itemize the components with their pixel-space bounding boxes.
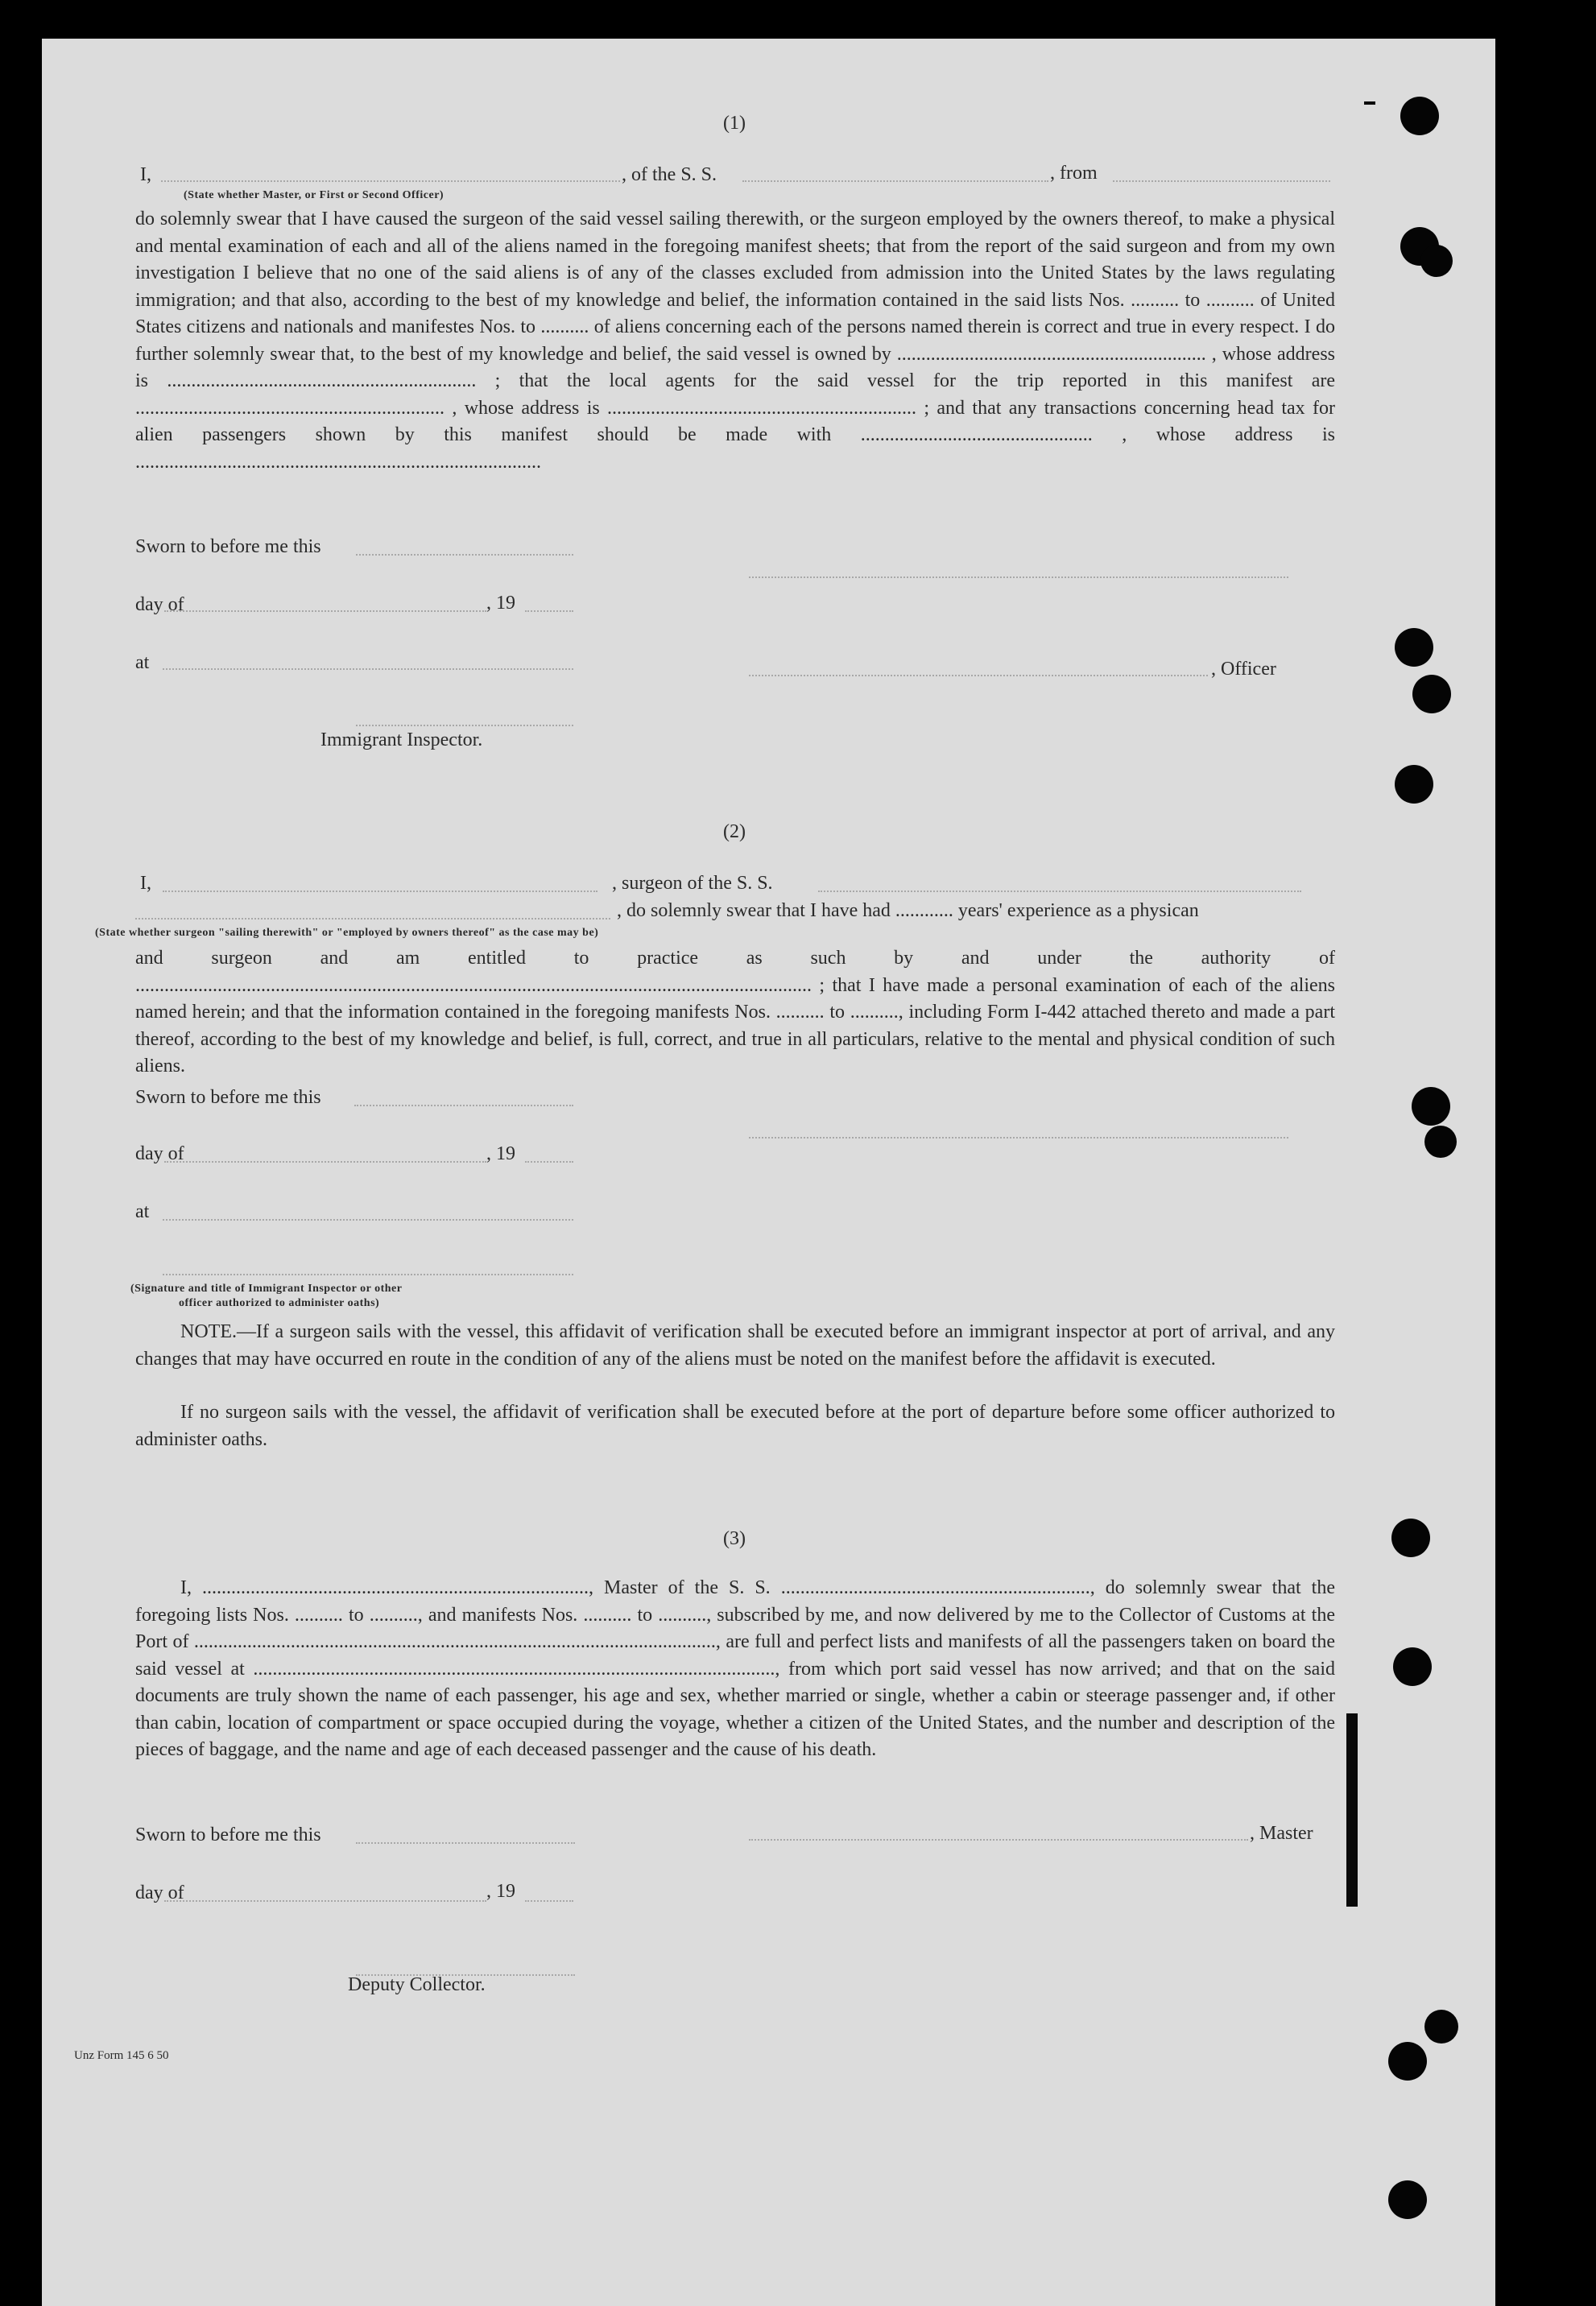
punch-hole xyxy=(1393,1647,1432,1686)
s2-at-label: at xyxy=(135,1201,150,1222)
s2-year-label: , 19 xyxy=(486,1143,515,1164)
s1-officer-label: , Officer xyxy=(1211,659,1276,680)
s3-sworn-label: Sworn to before me this xyxy=(135,1825,321,1845)
s1-day-field xyxy=(164,610,486,612)
punch-hole xyxy=(1388,2042,1427,2081)
s2-note-para-2 xyxy=(135,1399,1335,1453)
punch-hole xyxy=(1424,2010,1458,2044)
punch-hole xyxy=(1424,1126,1457,1158)
s2-surgeon-signature-line xyxy=(749,1137,1288,1139)
punch-hole xyxy=(1395,765,1433,804)
s3-deputy-label: Deputy Collector. xyxy=(348,1974,486,1995)
s3-year-field xyxy=(525,1900,573,1902)
s3-day-of-label: day of xyxy=(135,1882,184,1903)
s3-oath-body: I, ................................................................................, Master of the S. S. ................................................................, do solemnly swear that the foregoing lists Nos. .......... to .........., and manifests Nos. .......... to .........., subscribed by me, and now delivered by me to the Collector of Customs at the Port of ............................................................................................................, are full and perfect lists and manifests of all the passengers taken on board the said vessel at ............................................................................................................, from which port said vessel has now arrived; and that on the said documents are truly shown the name of each passenger, his age and sex, whether married or single, whether a cabin or steerage passenger and, if other than cabin, location of compartment or space occupied during the voyage, whether a citizen of the United States, and the number and description of the pieces of baggage, and the name and age of each deceased passenger and the cause of his death. xyxy=(135,1577,1335,1760)
s1-at-field xyxy=(163,668,573,670)
manifest-affidavit-page xyxy=(42,39,1495,2306)
punch-hole xyxy=(1395,628,1433,667)
s2-note-para-1-text: NOTE.—If a surgeon sails with the vessel, this affidavit of verification shall be executed before an immigrant inspector at port of arrival, and any changes that may have occurred en route in the condition of any of the aliens must be noted on the manifest before the affidavit is executed. xyxy=(135,1321,1335,1370)
punch-hole xyxy=(1388,2180,1427,2219)
s2-vessel-field xyxy=(818,891,1301,892)
s2-oath-body: and surgeon and am entitled to practice as such by and under the authority of ............................................................................................................................................ ; that I have made a personal examination of each of the aliens named herein; and that the information contained in the foregoing manifests Nos. .......... to .........., including Form I-442 attached thereto and made a part thereof, according to the best of my knowledge and belief, is full, correct, and true in all particulars, relative to the mental and physical condition of such aliens. xyxy=(135,948,1335,1077)
punch-hole xyxy=(1420,245,1453,277)
s2-name-field xyxy=(163,891,597,892)
s2-note-para-1 xyxy=(135,1319,1335,1373)
s1-inspector-label: Immigrant Inspector. xyxy=(320,729,483,750)
s1-sworn-label: Sworn to before me this xyxy=(135,536,321,557)
s2-at-field xyxy=(163,1219,573,1221)
s2-sworn-field xyxy=(354,1105,573,1106)
s1-day-of-label: day of xyxy=(135,594,184,615)
s1-of-ss-label: , of the S. S. xyxy=(622,164,717,185)
s2-surgeon-label: , surgeon of the S. S. xyxy=(612,873,773,894)
s2-experience-line: , do solemnly swear that I have had ............ years' experience as a physican xyxy=(617,900,1199,921)
s2-note-para-2-text: If no surgeon sails with the vessel, the affidavit of verification shall be executed before at the port of departure before some officer authorized to administer oaths. xyxy=(135,1402,1335,1450)
s2-sworn-label: Sworn to before me this xyxy=(135,1087,321,1108)
s2-year-field xyxy=(525,1161,573,1163)
s3-master-label: , Master xyxy=(1250,1823,1313,1844)
s2-day-of-label: day of xyxy=(135,1143,184,1164)
section-2-number: (2) xyxy=(723,821,746,842)
s3-year-label: , 19 xyxy=(486,1881,515,1902)
s1-officer-field xyxy=(749,675,1208,676)
s3-master-signature-line xyxy=(749,1839,1248,1841)
s2-signature-note-1: (Signature and title of Immigrant Inspector or other xyxy=(130,1283,403,1295)
s2-day-field xyxy=(164,1161,486,1163)
punch-hole xyxy=(1412,1087,1450,1126)
s3-day-field xyxy=(164,1900,486,1902)
punch-hole xyxy=(1391,1519,1430,1557)
s1-rank-note: (State whether Master, or First or Second Officer) xyxy=(184,189,444,201)
s1-inspector-line xyxy=(356,725,573,726)
punch-hole xyxy=(1412,675,1451,713)
s2-signature-note-2: officer authorized to administer oaths) xyxy=(179,1297,380,1309)
s2-inspector-line xyxy=(163,1274,573,1275)
s1-vessel-field xyxy=(742,180,1048,182)
s1-from-field xyxy=(1113,180,1330,182)
s1-sworn-field xyxy=(356,554,573,556)
s2-surgeon-type-note: (State whether surgeon "sailing therewith" or "employed by owners thereof" as the case may be) xyxy=(95,927,599,939)
margin-mark xyxy=(1364,101,1375,105)
s2-i-label: I, xyxy=(140,873,151,894)
s1-officer-signature-line xyxy=(749,576,1288,578)
form-number: Unz Form 145 6 50 xyxy=(74,2049,169,2062)
s1-from-label: , from xyxy=(1050,163,1098,184)
s1-at-label: at xyxy=(135,652,150,673)
s1-i-label: I, xyxy=(140,164,151,185)
punch-hole xyxy=(1400,97,1439,135)
binding-strip xyxy=(1346,1713,1358,1907)
s2-surgeon-type-field xyxy=(135,918,610,920)
s1-oath-body: do solemnly swear that I have caused the surgeon of the said vessel sailing therewith, or the surgeon employed by the owners thereof, to make a physical and mental examination of each and all of the aliens named in the foregoing manifest sheets; that from the report of the said surgeon and from my own investigation I believe that no one of the said aliens is of any of the classes excluded from admission into the United States by the laws regulating immigration; and that also, according to the best of my knowledge and belief, the information contained in the said lists Nos. .......... to .......... of United States citizens and nationals and manifestes Nos. to .......... of aliens concerning each of the persons named therein is correct and true in every respect. I do further solemnly swear that, to the best of my knowledge and belief, the said vessel is owned by ................................................................ , whose address is ................................................................ ; that the local agents for the said vessel for the trip reported in this manifest are ................................................................ , whose address is ................................................................ ; and that any transactions concerning head tax for alien passengers shown by this manifest should be made with ................................................ , whose address is .................................................................................... xyxy=(135,209,1335,473)
s1-name-field xyxy=(161,180,620,182)
section-1-number: (1) xyxy=(723,113,746,134)
s3-sworn-field xyxy=(356,1842,575,1844)
s1-year-label: , 19 xyxy=(486,593,515,614)
s1-year-field xyxy=(525,610,573,612)
section-3-number: (3) xyxy=(723,1528,746,1549)
